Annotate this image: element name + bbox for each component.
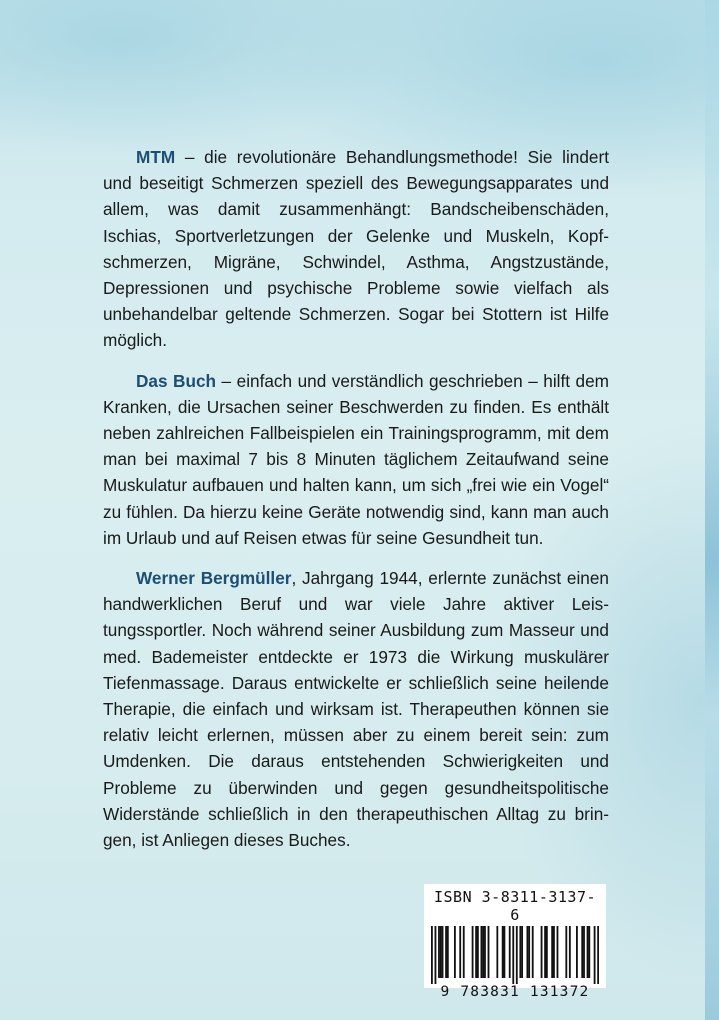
barcode-bar: [482, 926, 484, 978]
barcode-bar: [459, 926, 461, 978]
barcode-bar: [528, 926, 530, 978]
paragraph-mtm: [103, 144, 609, 354]
paragraph-das-buch: [103, 368, 609, 551]
barcode-bar: [463, 926, 465, 978]
barcode-bar: [519, 926, 521, 978]
barcode-bar: [597, 926, 599, 984]
barcode-bar: [440, 926, 442, 978]
barcode-bar: [454, 926, 456, 978]
barcode-bar: [581, 926, 583, 978]
barcode-bar: [516, 926, 518, 984]
paragraph-das-buch-text: – einfach und verständlich geschrieben – hilft dem Kranken, die Ursachen seiner Beschwerden zu finden. Es enthält neben zahlreichen Fallbeispielen ein Trainingsprogramm, mit dem man bei maximal 7 bis 8 Minuten täglichem Zeitaufwand seine Muskulatur aufbauen und halten kann, um sich „frei wie ein Vogel“ zu fühlen. Da hierzu keine Geräte notwendig sind, kann man auch im Urlaub und auf Reisen etwas für seine Gesundheit tun.: [103, 370, 609, 548]
cover-edge-strip: [705, 0, 719, 1020]
isbn-label: ISBN 3-8311-3137-6: [433, 888, 597, 924]
barcode-bar: [488, 926, 490, 978]
back-cover-text: [103, 144, 609, 867]
barcode-bar: [475, 926, 477, 978]
barcode-bar: [431, 926, 433, 984]
barcode-bar: [546, 926, 548, 978]
barcode-bar: [512, 926, 514, 984]
barcode-bar: [588, 926, 590, 978]
barcode-bar: [557, 926, 559, 978]
barcode-digits: 9 783831 131372: [440, 984, 590, 1000]
lead-author: Werner Bergmüller: [136, 568, 292, 589]
isbn-barcode: [424, 884, 606, 1000]
barcode-bars: [431, 926, 599, 984]
barcode-bar: [472, 926, 474, 978]
barcode-bar: [435, 926, 437, 984]
barcode-bar: [569, 926, 571, 978]
barcode-bar: [447, 926, 449, 978]
barcode-bar: [576, 926, 578, 978]
paragraph-author: [103, 565, 609, 853]
barcode-bar: [484, 926, 486, 978]
barcode-bar: [477, 926, 479, 978]
lead-das-buch: Das Buch: [136, 370, 217, 391]
barcode-bar: [502, 926, 504, 978]
barcode-bar: [583, 926, 585, 978]
barcode-bar: [544, 926, 546, 978]
barcode-bar: [496, 926, 498, 978]
barcode-bar: [526, 926, 528, 978]
barcode-bar: [565, 926, 567, 978]
barcode-bar: [481, 926, 483, 978]
barcode-bar: [553, 926, 555, 978]
barcode-bar: [445, 926, 447, 978]
barcode-bar: [532, 926, 534, 978]
lead-mtm: MTM: [136, 147, 176, 167]
barcode-bar: [521, 926, 523, 978]
barcode-bar: [594, 926, 596, 984]
barcode-bar: [509, 926, 511, 978]
paragraph-mtm-text: – die revolutionäre Behandlungsmethode! Sie lindert und beseitigt Schmerzen speziell des Bewegungsapparates und allem, was damit zusammenhängt: Bandscheibenschäden, Ischias, Sportverletzungen der Gelenke und Muskeln, Kopfschmerzen, Migräne, Schwindel, Asthma, Angstzustände, Depressionen und psychische Probleme sowie vielfach als unbehandelbar geltende Schmerzen. Sogar bei Stottern ist Hilfe möglich.: [103, 147, 609, 351]
barcode-bar: [504, 926, 506, 978]
barcode-bar: [587, 926, 589, 978]
paragraph-author-text: , Jahrgang 1944, erlernte zunächst einen handwerklichen Beruf und war viele Jahre aktiver Leistungssportler. Noch während seiner Ausbildung zum Masseur und med. Bademeister entdeckte er 1973 die Wirkung muskulärer Tiefenmassage. Daraus entwickelte er schließlich seine heilende Therapie, die einfach und wirksam ist. Therapeuthen können sie relativ leicht erlernen, müssen aber zu einem bereit sein: zum Umdenken. Die daraus entstehenden Schwierigkeiten und Probleme zu überwinden und gegen gesundheitspolitische Widerstände schließlich in den therapeuthischen Alltag zu bringen, ist Anliegen dieses Buches.: [103, 568, 609, 851]
barcode-bar: [442, 926, 444, 978]
barcode-bar: [551, 926, 553, 978]
barcode-bar: [438, 926, 440, 978]
barcode-bar: [541, 926, 543, 978]
